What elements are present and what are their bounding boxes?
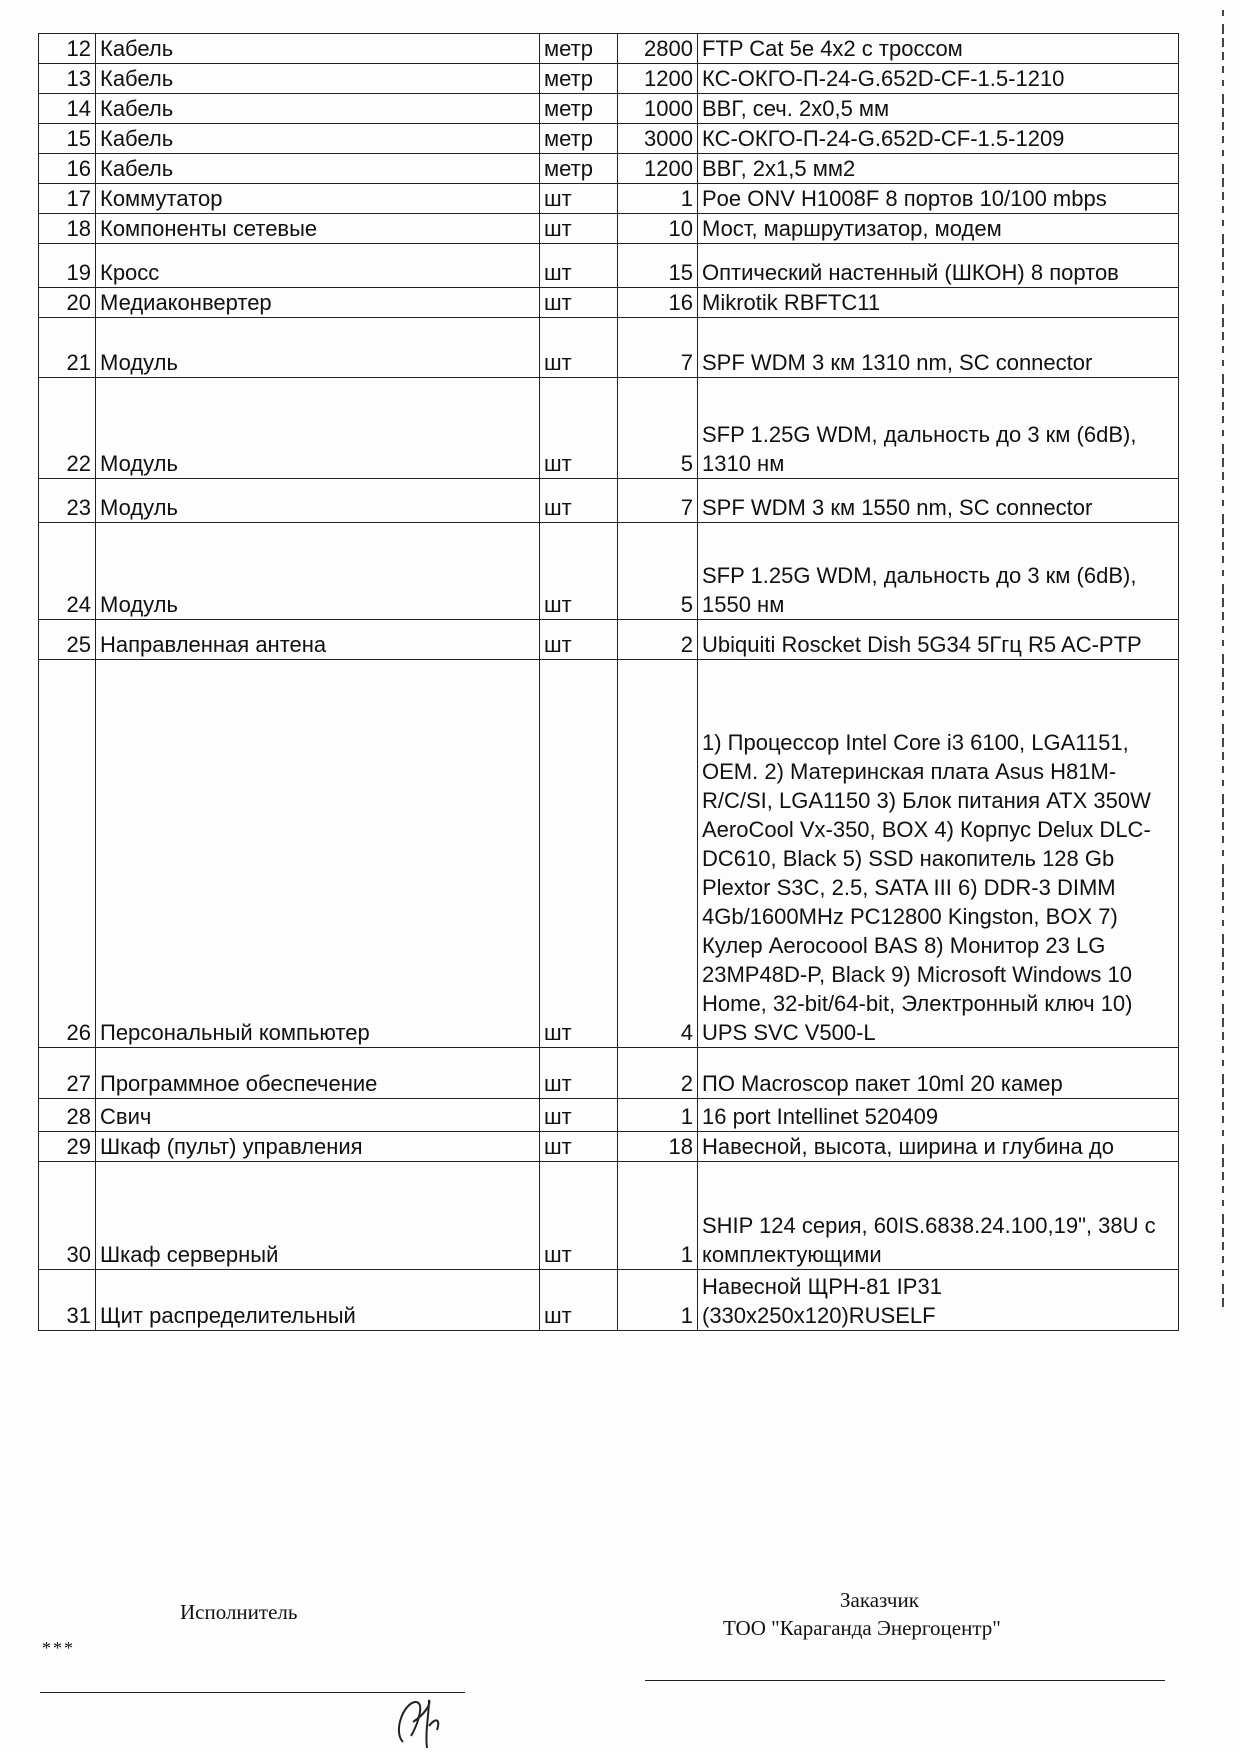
edge-tick [1222,878,1224,887]
edge-tick [1222,1228,1224,1237]
edge-tick [1222,360,1224,366]
table-row [39,124,1179,154]
edge-tick [1222,192,1224,200]
edge-tick [1222,822,1224,830]
item-name: Шкаф серверный [96,1162,540,1270]
table-row [39,154,1179,184]
item-name: Компоненты сетевые [96,214,540,244]
item-description: 16 port Intellinet 520409 [698,1099,1179,1132]
edge-tick [1222,318,1224,327]
unit-of-measure: метр [540,94,618,124]
edge-tick [1222,724,1224,734]
unit-of-measure: шт [540,378,618,479]
edge-tick [1222,598,1224,607]
edge-tick [1222,80,1224,86]
edge-tick [1222,486,1224,493]
edge-tick [1222,1116,1224,1123]
edge-tick [1222,990,1224,996]
item-description: Ubiquiti Rosсket Dish 5G34 5Ггц R5 AC-PTP [698,620,1179,660]
edge-tick [1222,66,1224,73]
edge-tick [1222,934,1224,944]
quantity: 1200 [618,64,698,94]
edge-tick [1222,892,1224,900]
table-row [39,1132,1179,1162]
item-name: Коммутатор [96,184,540,214]
table-row [39,1162,1179,1270]
item-name: Программное обеспечение [96,1048,540,1099]
edge-tick [1222,458,1224,467]
unit-of-measure: шт [540,1099,618,1132]
edge-tick [1222,640,1224,646]
row-number: 16 [39,154,96,184]
table-row [39,378,1179,479]
item-description: Мост, маршрутизатор, модем [698,214,1179,244]
row-number: 17 [39,184,96,214]
edge-tick [1222,962,1224,970]
unit-of-measure: шт [540,620,618,660]
row-number: 13 [39,64,96,94]
edge-tick [1222,1088,1224,1097]
quantity: 10 [618,214,698,244]
edge-tick [1222,1144,1224,1154]
item-name: Кабель [96,34,540,64]
item-description: ВВГ, 2х1,5 мм2 [698,154,1179,184]
edge-tick [1222,738,1224,747]
item-description: SFP 1.25G WDM, дальность до 3 км (6dB), 1310 нм [698,378,1179,479]
edge-tick [1222,1200,1224,1206]
row-number: 29 [39,1132,96,1162]
quantity: 4 [618,660,698,1048]
edge-tick [1222,52,1224,60]
item-description: Навесной, высота, ширина и глубина до [698,1132,1179,1162]
edge-tick [1222,528,1224,537]
handwritten-signature [385,1692,455,1752]
item-name: Персональный компьютер [96,660,540,1048]
quantity: 1 [618,184,698,214]
edge-tick [1222,514,1224,524]
unit-of-measure: метр [540,34,618,64]
item-name: Шкаф (пульт) управления [96,1132,540,1162]
unit-of-measure: шт [540,288,618,318]
item-name: Кабель [96,124,540,154]
row-number: 22 [39,378,96,479]
table-row [39,660,1179,1048]
item-description: SPF WDM 3 км 1550 nm, SC connector [698,479,1179,523]
quantity: 1200 [618,154,698,184]
table-row [39,1099,1179,1132]
edge-tick [1222,1046,1224,1053]
edge-tick [1222,1242,1224,1250]
stars-mark: *** [42,1638,75,1658]
edge-tick [1222,1186,1224,1193]
item-description: Poe ONV H1008F 8 портов 10/100 mbps [698,184,1179,214]
item-name: Кабель [96,154,540,184]
edge-tick [1222,1004,1224,1014]
item-name: Модуль [96,378,540,479]
executor-label: Исполнитель [180,1600,298,1624]
edge-tick [1222,1032,1224,1040]
edge-tick [1222,1060,1224,1066]
unit-of-measure: шт [540,184,618,214]
signature-block [0,1588,1240,1754]
edge-tick [1222,234,1224,244]
item-description: КС-ОКГО-П-24-G.652D-CF-1.5-1209 [698,124,1179,154]
edge-tick [1222,752,1224,760]
table-row [39,184,1179,214]
row-number: 12 [39,34,96,64]
quantity: 18 [618,1132,698,1162]
edge-tick [1222,10,1224,16]
edge-tick [1222,136,1224,143]
customer-label: Заказчик [840,1588,919,1612]
table-row [39,479,1179,523]
edge-tick [1222,122,1224,130]
unit-of-measure: шт [540,1162,618,1270]
row-number: 26 [39,660,96,1048]
edge-tick [1222,206,1224,213]
unit-of-measure: шт [540,318,618,378]
item-name: Кросс [96,244,540,288]
edge-tick [1222,262,1224,270]
table-row [39,288,1179,318]
item-name: Кабель [96,64,540,94]
quantity: 1 [618,1099,698,1132]
quantity: 3000 [618,124,698,154]
edge-tick [1222,948,1224,957]
table-row [39,244,1179,288]
table-row [39,523,1179,620]
edge-tick [1222,1214,1224,1224]
quantity: 15 [618,244,698,288]
item-description: SPF WDM 3 км 1310 nm, SC connector [698,318,1179,378]
edge-tick [1222,374,1224,384]
quantity: 2 [618,620,698,660]
edge-tick [1222,626,1224,633]
quantity: 5 [618,523,698,620]
edge-tick [1222,1158,1224,1167]
edge-tick [1222,346,1224,353]
edge-tick [1222,836,1224,843]
row-number: 19 [39,244,96,288]
row-number: 21 [39,318,96,378]
item-description: 1) Процессор Intel Core i3 6100, LGA1151, OEM. 2) Материнская плата Asus H81M-R/C/SI, LGA1150 3) Блок питания ATX 350W AeroCool Vx-350, BOX 4) Корпус Delux DLC-DC610, Black 5) SSD накопитель 128 Gb Plextor S3C, 2.5, SATA III 6) DDR-3 DIMM 4Gb/1600MHz PC12800 Kingston, BOX 7) Кулер Aerocoool BAS 8) Монитор 23 LG 23MP48D-P, Black 9) Microsoft Windows 10 Home, 32-bit/64-bit, Электронный ключ 10) UPS SVC V500-L [698,660,1179,1048]
edge-tick [1222,780,1224,786]
edge-tick [1222,430,1224,436]
quantity: 1 [618,1162,698,1270]
item-name: Свич [96,1099,540,1132]
unit-of-measure: метр [540,64,618,94]
table-row [39,620,1179,660]
edge-tick [1222,1018,1224,1027]
unit-of-measure: шт [540,214,618,244]
edge-tick [1222,696,1224,703]
row-number: 31 [39,1270,96,1331]
unit-of-measure: метр [540,154,618,184]
unit-of-measure: метр [540,124,618,154]
quantity: 7 [618,318,698,378]
quantity: 2 [618,1048,698,1099]
item-description: Навесной ЩРН-81 IP31 (330х250х120)RUSELF [698,1270,1179,1331]
edge-tick [1222,332,1224,340]
row-number: 28 [39,1099,96,1132]
edge-tick [1222,654,1224,664]
unit-of-measure: шт [540,1132,618,1162]
edge-tick [1222,808,1224,817]
edge-tick [1222,766,1224,773]
table-row [39,1270,1179,1331]
edge-tick [1222,682,1224,690]
edge-tick [1222,500,1224,506]
row-number: 30 [39,1162,96,1270]
edge-tick [1222,542,1224,550]
edge-tick [1222,794,1224,804]
item-name: Медиаконвертер [96,288,540,318]
item-description: ПО Macroscop пакет 10ml 20 камер [698,1048,1179,1099]
edge-tick [1222,290,1224,296]
edge-tick [1222,416,1224,423]
edge-tick [1222,1256,1224,1263]
table-row [39,1048,1179,1099]
table-row [39,64,1179,94]
edge-tick [1222,1172,1224,1180]
edge-tick [1222,388,1224,397]
edge-tick [1222,150,1224,156]
item-description: FTP Cat 5e 4x2 с тросcом [698,34,1179,64]
row-number: 25 [39,620,96,660]
unit-of-measure: шт [540,523,618,620]
row-number: 18 [39,214,96,244]
edge-tick [1222,164,1224,174]
customer-signature-line [645,1680,1165,1681]
edge-tick [1222,94,1224,104]
table-row [39,94,1179,124]
item-name: Модуль [96,523,540,620]
edge-tick [1222,612,1224,620]
edge-tick [1222,1074,1224,1084]
item-name: Щит распределительный [96,1270,540,1331]
unit-of-measure: шт [540,660,618,1048]
item-description: Mikrotik RBFTC11 [698,288,1179,318]
edge-tick [1222,108,1224,117]
item-name: Модуль [96,318,540,378]
edge-tick [1222,850,1224,856]
quantity: 7 [618,479,698,523]
binding-edge-marks [1222,0,1230,1754]
unit-of-measure: шт [540,1048,618,1099]
specification-table [38,33,1179,1331]
item-name: Кабель [96,94,540,124]
edge-tick [1222,710,1224,716]
item-description: Оптический настенный (ШКОН) 8 портов [698,244,1179,288]
edge-tick [1222,24,1224,34]
edge-tick [1222,248,1224,257]
quantity: 5 [618,378,698,479]
edge-tick [1222,976,1224,983]
edge-tick [1222,1130,1224,1136]
item-description: SHIP 124 серия, 60IS.6838.24.100,19", 38U с комплектующими [698,1162,1179,1270]
table-row [39,34,1179,64]
row-number: 15 [39,124,96,154]
edge-tick [1222,444,1224,454]
item-description: КС-ОКГО-П-24-G.652D-CF-1.5-1210 [698,64,1179,94]
row-number: 14 [39,94,96,124]
table-row [39,214,1179,244]
table-row [39,318,1179,378]
edge-tick [1222,584,1224,594]
item-description: ВВГ, сеч. 2х0,5 мм [698,94,1179,124]
edge-tick [1222,556,1224,563]
customer-organization: ТОО "Караганда Энергоцентр" [723,1616,1001,1640]
edge-tick [1222,472,1224,480]
edge-tick [1222,668,1224,677]
row-number: 27 [39,1048,96,1099]
edge-tick [1222,1102,1224,1110]
item-description: SFP 1.25G WDM, дальность до 3 км (6dB), 1550 нм [698,523,1179,620]
edge-tick [1222,1284,1224,1294]
edge-tick [1222,906,1224,913]
edge-tick [1222,38,1224,47]
quantity: 16 [618,288,698,318]
edge-tick [1222,402,1224,410]
edge-tick [1222,570,1224,576]
unit-of-measure: шт [540,1270,618,1331]
unit-of-measure: шт [540,479,618,523]
edge-tick [1222,304,1224,314]
row-number: 23 [39,479,96,523]
edge-tick [1222,220,1224,226]
edge-tick [1222,178,1224,187]
table-body [39,34,1179,1331]
row-number: 20 [39,288,96,318]
edge-tick [1222,1298,1224,1307]
edge-tick [1222,864,1224,874]
row-number: 24 [39,523,96,620]
edge-tick [1222,920,1224,926]
quantity: 2800 [618,34,698,64]
edge-tick [1222,276,1224,283]
item-name: Модуль [96,479,540,523]
quantity: 1000 [618,94,698,124]
unit-of-measure: шт [540,244,618,288]
edge-tick [1222,1270,1224,1276]
quantity: 1 [618,1270,698,1331]
item-name: Направленная антена [96,620,540,660]
